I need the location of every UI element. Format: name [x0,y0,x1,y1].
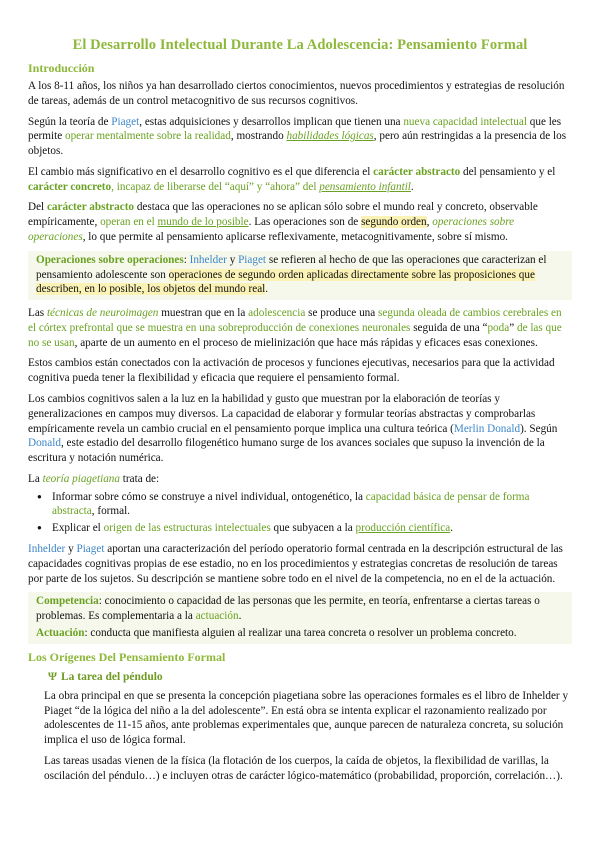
text: , [426,216,433,229]
term-nueva-capacidad: nueva capacidad intelectual [403,115,527,128]
text: y [226,253,239,266]
text: : conocimiento o capacidad de las personas que les permite, en teoría, enfrentarse a ciertas tareas o problemas. Es complementaria a la [36,595,540,623]
term-segunda-oleada: segunda oleada de cambios cerebrales en el córtex prefrontal que se muestra en una sobreproducción de conexiones neuronales [28,307,562,334]
term-operan: operan en el [100,216,158,229]
paragraph-8 [28,472,572,487]
definition-label: Actuación [36,626,85,639]
highlight-segundo-orden: operaciones de segundo orden aplicadas directamente sobre las proposiciones que describen, en lo posible, los objetos del mundo real [36,268,535,296]
text: Del [28,201,47,214]
term-operaciones-sobre-operaciones: operaciones sobre operaciones [28,216,515,243]
text: : conducta que manifiesta alguien al realizar una tarea concreta o resolver un problema concreto. [84,626,517,639]
page-title: El Desarrollo Intelectual Durante La Adolescencia: Pensamiento Formal [72,37,528,53]
term-inhelder: Inhelder [189,253,227,266]
text: Informar sobre cómo se construye a nivel individual, ontogenético, la [52,490,366,503]
paragraph-1: A los 8-11 años, los niños ya han desarrollado ciertos conocimientos, nuevos procedimientos y estrategias de resolución de tareas, además de un control metacognitivo de sus recursos cognitivos. [28,79,565,107]
term-poda: poda [487,321,510,334]
term-tecnicas-neuroimagen: técnicas de neuroimagen [46,307,159,320]
definition-competencia [36,594,568,624]
subsection-heading-pendulo [48,670,572,685]
text: , formal. [91,505,130,518]
text: , pero aún restringidas a la presencia de los objetos. [28,130,567,158]
term-actuacion: actuación [195,610,239,623]
term-pensamiento-infantil: pensamiento infantil [319,180,411,193]
paragraph-4 [28,200,572,244]
text: La [28,472,43,485]
term-segundo-orden: segundo orden [361,216,427,229]
paragraph-6: Estos cambios están conectados con la activación de procesos y funciones ejecutivas, necesarios para que la actividad cognitiva pueda tener la flexibilidad y eficacia que requiere el pensamiento formal. [28,357,555,385]
text: , estas adquisiciones y desarrollos implican que tienen una [139,115,404,128]
text: Explicar el [52,522,104,535]
definition-actuacion [36,626,568,641]
term-piaget: Piaget [238,253,267,266]
text: El cambio más significativo en el desarrollo cognitivo es el que diferencia el [28,165,374,178]
text: y [65,543,77,556]
text: del pensamiento y el [460,165,556,178]
text: , mostrando [230,130,287,143]
text: se produce una [305,307,379,320]
text: que subyacen a la [270,522,356,535]
text: muestran que en la [158,307,249,320]
term-operar: operar mentalmente sobre la realidad [64,130,231,143]
term-caracter-abstracto: carácter abstracto [46,201,135,214]
term-donald: Donald [28,437,61,450]
term-produccion-cientifica: producción científica [355,522,451,535]
term-merlin-donald: Merlin Donald [453,422,521,435]
text: que les permite [28,115,562,143]
paragraph-5 [28,306,572,350]
paragraph-3 [28,165,572,195]
text: . [450,522,454,535]
subsection-title: La tarea del péndulo [60,670,163,683]
text: . Las operaciones son de [248,216,362,229]
list-item [52,490,572,520]
text: aportan una caracterización del período operatorio formal centrada en la descripción estructural de las capacidades cognitivas propias de ese estadio, no en los procedimientos y estrategias concretas de resolución de tareas por parte de los sujetos. Su descripción se mantiene sobre todo en el nivel de la competencia, no en el de la actuación. [28,543,563,585]
section-heading-introduccion: Introducción [28,61,95,76]
paragraph-11: Las tareas usadas vienen de la física (la flotación de los cuerpos, la caída de objetos, la flexibilidad de varillas, la oscilación del péndulo…) e incluyen otras de carácter lógico-matemático (probabilidad, proporción, correlación…). [44,754,563,782]
term-piaget: Piaget [76,543,105,556]
term-no-se-usan: de las que no se usan [28,321,562,349]
callout-operaciones [28,251,572,300]
text: , este estadio del desarrollo filogenético humano surge de los avances sociales que supuso la invención de la escritura y notación numérica. [28,437,545,465]
text: ). Según [520,422,558,435]
paragraph-2 [28,115,572,159]
text: Según la teoría de [28,115,112,128]
term-adolescencia: adolescencia [248,307,306,320]
text: , aparte de un aumento en el proceso de mielinización que hace más rápidas y eficaces esas conexiones. [74,336,538,349]
text: , lo que permite al pensamiento aplicarse reflexivamente, metacognitivamente, sobre sí mismo. [82,230,508,243]
text: seguida de una “ [410,321,488,334]
section-heading-origenes: Los Orígenes Del Pensamiento Formal [28,649,226,664]
term-origen-estructuras: origen de las estructuras intelectuales [103,522,271,535]
term-piaget: Piaget [111,115,140,128]
text-incapaz: , incapaz de liberarse del “aquí” y “ahora” del [111,180,320,193]
term-habilidades-logicas: habilidades lógicas [286,130,374,143]
text: . [238,610,242,623]
text: . [410,180,414,193]
paragraph-10: La obra principal en que se presenta la concepción piagetiana sobre las operaciones formales es el libro de Inhelder y Piaget “de la lógica del niño a la del adolescente”. En está obra se intenta explicar el razonamiento realizado por adolescentes de 11-15 años, ante problemas experimentales que, aunque parecen de naturaleza concreta, su solución implica el uso de lógica formal. [44,689,569,747]
callout-competencia-actuacion [28,592,572,643]
definition-label: Competencia [36,595,99,608]
text: Las [28,307,47,320]
term-caracter-concreto: carácter concreto [28,180,112,193]
text: : [183,253,190,266]
bullet-list [28,490,572,536]
text: Los cambios cognitivos salen a la luz en la habilidad y gusto que muestran por la elaboración de teorías y generalizaciones en campos muy diversos. La capacidad de elaborar y formular teorías abstractas y comprobarlas empíricamente revela un cambio crucial en el pensamiento porque implica una cultura teórica ( [28,393,536,435]
text: ” [509,321,517,334]
text: trata de: [119,472,160,485]
paragraph-9 [28,542,572,586]
text: se refieren al hecho de que las operaciones que caracterizan el pensamiento adolescente son [36,253,547,281]
term-inhelder: Inhelder [28,543,66,556]
term-caracter-abstracto: carácter abstracto [373,165,461,178]
paragraph-7 [28,392,572,466]
text: destaca que las operaciones no se aplican sólo sobre el mundo real y concreto, observable empíricamente, [28,201,538,229]
term-teoria-piagetiana: teoría piagetiana [42,472,120,485]
term-mundo-posible: mundo de lo posible [157,216,249,229]
term-capacidad-basica: capacidad básica de pensar de forma abstracta [52,490,530,518]
callout-label: Operaciones sobre operaciones [36,253,184,266]
psi-bullet-icon: Ψ [48,670,57,683]
list-item [52,521,572,536]
text: . [265,283,269,296]
